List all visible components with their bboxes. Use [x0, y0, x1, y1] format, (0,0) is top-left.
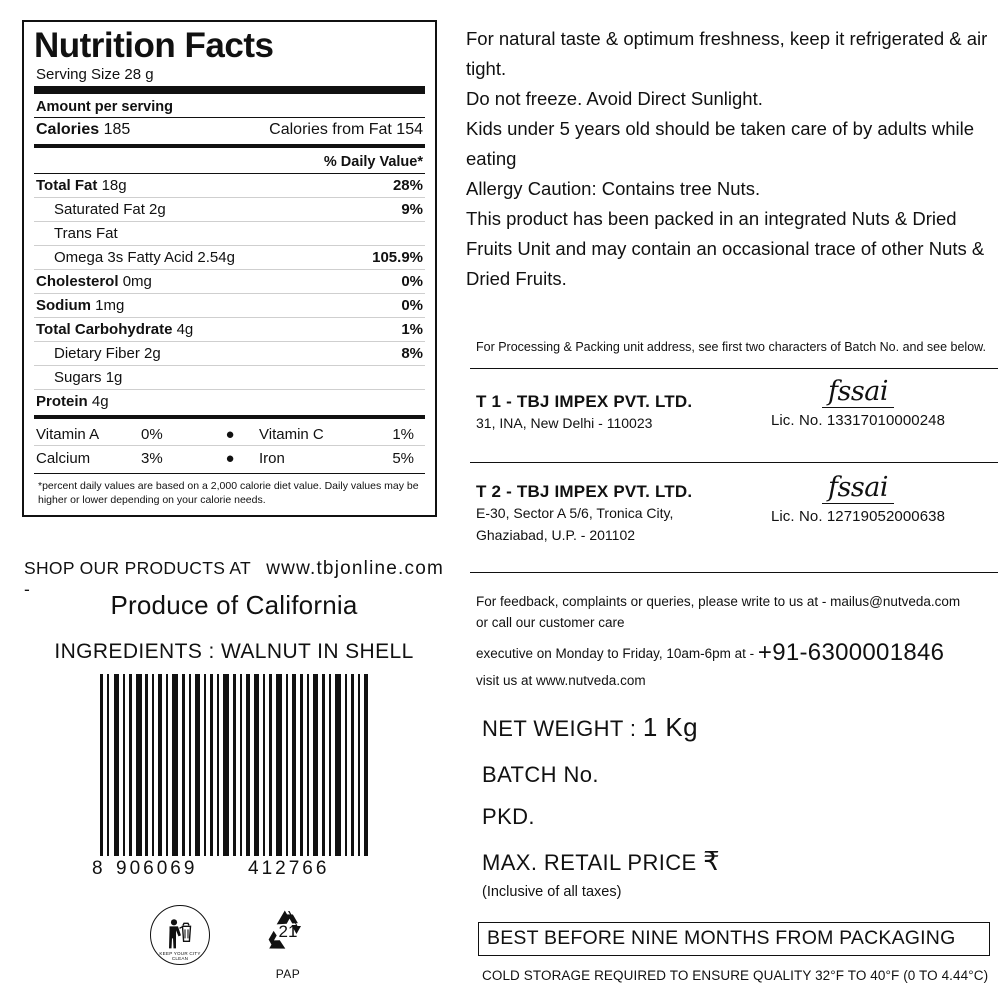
unit-name: T 2 - TBJ IMPEX PVT. LTD.	[476, 482, 693, 501]
divider-med-2	[34, 415, 425, 419]
mrp-label: MAX. RETAIL PRICE	[482, 850, 697, 875]
barcode-digit-group: 8	[92, 858, 106, 879]
processing-note: For Processing & Packing unit address, see first two characters of Batch No. and see below.	[476, 340, 986, 354]
net-weight-label: NET WEIGHT :	[482, 716, 637, 741]
keep-city-clean-icon	[150, 905, 214, 985]
rupee-icon: ₹	[703, 846, 721, 876]
row-dv: 28%	[392, 176, 423, 194]
row-amount: 0mg	[122, 272, 152, 290]
amount-per-serving: Amount per serving	[36, 98, 173, 115]
feedback-phone-line	[476, 634, 996, 671]
table-row	[34, 222, 425, 245]
iron-value: 5%	[392, 449, 414, 467]
unit-divider	[470, 368, 998, 369]
net-weight-value: 1 Kg	[642, 712, 698, 742]
vitamin-row	[34, 422, 425, 445]
unit-address: 31, INA, New Delhi - 110023	[476, 415, 653, 431]
storage-instructions	[466, 24, 996, 294]
calcium-value: 3%	[141, 449, 163, 467]
calories-label: Calories	[36, 120, 100, 138]
table-row	[34, 318, 425, 341]
storage-line: Allergy Caution: Contains tree Nuts.	[466, 177, 761, 199]
pap-number: 21	[278, 922, 298, 941]
unit-address: Ghaziabad, U.P. - 201102	[476, 526, 636, 543]
storage-line: Kids under 5 years old should be taken care of by adults while eating	[466, 117, 975, 169]
row-label: Trans Fat	[54, 224, 118, 242]
shop-prefix: SHOP OUR PRODUCTS AT -	[24, 558, 251, 599]
row-label: Total Fat	[36, 176, 98, 194]
table-row	[34, 246, 425, 269]
produce-of: Produce of California	[110, 590, 358, 620]
table-row	[34, 174, 425, 197]
table-row	[34, 342, 425, 365]
row-amount: 4g	[176, 320, 194, 338]
row-dv: 0%	[401, 296, 423, 314]
serving-size: Serving Size 28 g	[36, 65, 154, 83]
row-dv: 1%	[401, 320, 423, 338]
unit-address: E-30, Sector A 5/6, Tronica City,	[476, 505, 674, 521]
batch-no-label: BATCH No.	[482, 762, 599, 787]
vitamin-c-value: 1%	[392, 425, 414, 443]
table-row	[34, 390, 425, 413]
row-label: Sugars 1g	[54, 368, 123, 386]
row-label: Saturated Fat 2g	[54, 200, 166, 218]
barcode-digit-group: 906069	[116, 858, 198, 879]
row-label: Omega 3s Fatty Acid 2.54g	[54, 248, 235, 266]
recycling-icons	[150, 905, 370, 995]
vitamin-a-label: Vitamin A	[36, 425, 100, 443]
left-column	[0, 0, 460, 1000]
mrp-line	[482, 846, 720, 877]
table-row	[34, 366, 425, 389]
row-dv: 8%	[401, 344, 423, 362]
pap-label: PAP	[275, 967, 301, 981]
row-label: Sodium	[36, 296, 91, 314]
row-label: Cholesterol	[36, 272, 119, 290]
storage-line: For natural taste & optimum freshness, keep it refrigerated & air tight.	[466, 28, 988, 79]
pkd-label: PKD.	[482, 804, 535, 829]
fssai-block-t2	[724, 474, 992, 525]
row-label: Total Carbohydrate	[36, 320, 173, 338]
best-before-box: BEST BEFORE NINE MONTHS FROM PACKAGING	[478, 922, 990, 956]
row-amount: 4g	[91, 392, 109, 410]
table-row	[34, 270, 425, 293]
barcode-digits	[86, 858, 376, 884]
bullet-icon: ●	[225, 425, 235, 443]
bullet-icon: ●	[225, 449, 235, 467]
feedback-line: visit us at www.nutveda.com	[476, 673, 646, 689]
vitamin-row	[34, 446, 425, 469]
keep-city-clean-caption: KEEP YOUR CITY CLEAN	[159, 951, 201, 961]
fssai-license: Lic. No. 12719052000638	[770, 508, 946, 526]
unit-divider	[470, 572, 998, 573]
fssai-logo: fssai	[822, 378, 894, 408]
vitamin-a-value: 0%	[141, 425, 163, 443]
unit-name: T 1 - TBJ IMPEX PVT. LTD.	[476, 392, 693, 411]
barcode-digit-group: 412766	[248, 858, 330, 879]
nutrition-facts-title: Nutrition Facts	[34, 26, 274, 65]
nutrition-facts-panel	[22, 20, 437, 517]
dustbin-figure-icon	[161, 917, 199, 951]
cold-storage-note: COLD STORAGE REQUIRED TO ENSURE QUALITY 32°F TO 40°F (0 TO 4.44°C)	[482, 968, 989, 983]
row-amount: 18g	[101, 176, 127, 194]
row-amount: 1mg	[95, 296, 125, 314]
storage-line: Do not freeze. Avoid Direct Sunlight.	[466, 87, 763, 109]
fssai-block-t1	[724, 378, 992, 429]
storage-line: This product has been packed in an integrated Nuts & Dried Fruits Unit and may contain an occasional trace of other Nuts & Dried Fruits.	[466, 207, 985, 289]
feedback-line: executive on Monday to Friday, 10am-6pm at -	[476, 645, 755, 661]
calories-from-fat: Calories from Fat 154	[269, 120, 423, 138]
calories-value: 185	[103, 120, 131, 138]
iron-label: Iron	[259, 449, 285, 467]
fssai-logo: fssai	[822, 474, 894, 504]
pap-recycle-icon	[256, 905, 320, 985]
unit-divider	[470, 462, 998, 463]
net-weight	[482, 712, 698, 743]
calories-row	[34, 118, 425, 142]
daily-value-header: % Daily Value*	[323, 153, 423, 170]
shop-url[interactable]: www.tbjonline.com	[266, 558, 444, 579]
right-column	[462, 0, 1000, 1000]
feedback-line: For feedback, complaints or queries, please write to us at - mailus@nutveda.com	[476, 594, 961, 609]
divider-med	[34, 144, 425, 148]
table-row	[34, 198, 425, 221]
row-dv: 0%	[401, 272, 423, 290]
table-row	[34, 294, 425, 317]
barcode	[86, 674, 376, 899]
customer-care-phone: +91-6300001846	[757, 638, 945, 666]
ingredients-line: INGREDIENTS : WALNUT IN SHELL	[54, 640, 414, 663]
feedback-block	[476, 592, 996, 692]
daily-value-footnote: *percent daily values are based on a 2,000 calorie diet value. Daily values may be higher or lower depending on your calorie needs.	[38, 479, 419, 506]
calcium-label: Calcium	[36, 449, 91, 467]
mrp-taxes-note: (Inclusive of all taxes)	[482, 884, 622, 900]
feedback-line: or call our customer care	[476, 614, 625, 630]
row-label: Protein	[36, 392, 88, 410]
row-label: Dietary Fiber 2g	[54, 344, 161, 362]
barcode-bars	[86, 674, 376, 856]
vitamin-c-label: Vitamin C	[259, 425, 324, 443]
divider-thick	[34, 86, 425, 94]
row-dv: 9%	[401, 200, 423, 218]
fssai-license: Lic. No. 13317010000248	[770, 412, 946, 430]
row-dv: 105.9%	[372, 248, 423, 266]
